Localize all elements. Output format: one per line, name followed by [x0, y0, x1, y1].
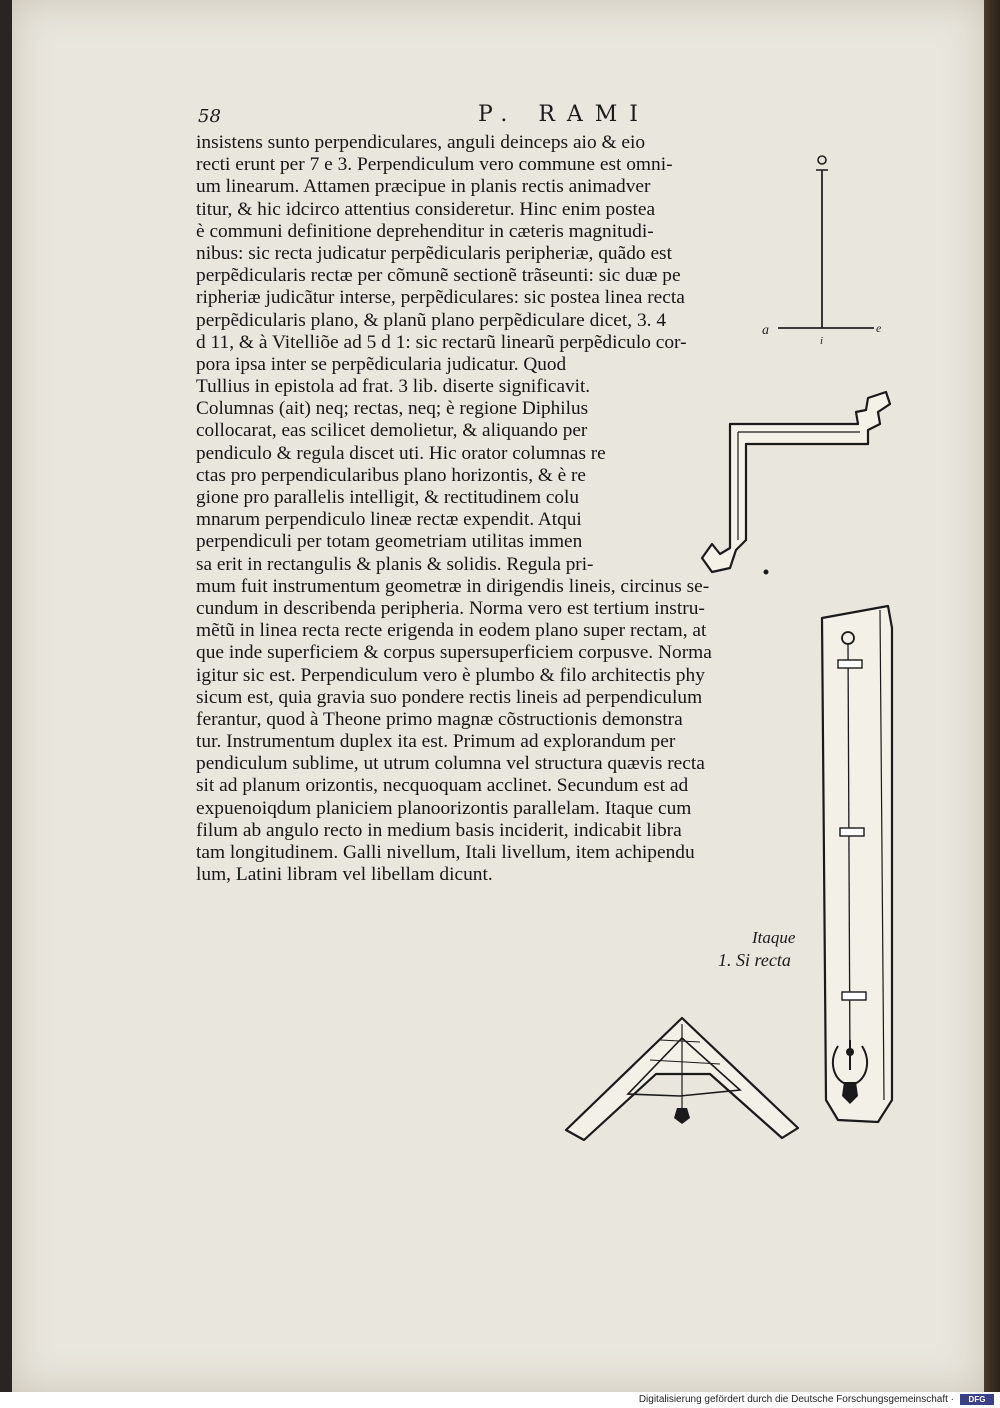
running-title: P. RAMI — [478, 102, 650, 127]
catchword-2: 1. Si recta — [718, 950, 791, 970]
plumb-clip-3 — [842, 992, 866, 1000]
catchword-1: Itaque — [752, 928, 796, 947]
norma-outline — [702, 392, 890, 572]
point-o-marker — [818, 156, 826, 164]
level-bob — [674, 1108, 690, 1124]
text-line: um linearum. Attamen præcipue in planis rectis animadver — [196, 176, 651, 198]
text-line: recti erunt per 7 e 3. Perpendiculum vero commune est omni- — [196, 154, 673, 176]
text-line: collocarat, eas scilicet demolietur, & aliquando per — [196, 420, 588, 442]
text-line: perpẽdicularis plano, & planũ plano perpẽdiculare dicet, 3. 4 — [196, 309, 667, 331]
text-line: ctas pro perpendicularibus plano horizontis, & è re — [196, 464, 586, 486]
text-line: è communi definitione deprehenditur in cæteris magnitudi- — [196, 220, 654, 242]
text-line: sit ad planum orizontis, necquoquam acclinet. Secundum est ad — [196, 775, 689, 797]
page-header — [198, 102, 758, 132]
text-line: cundum in describenda peripheria. Norma vero est tertium instru- — [196, 597, 705, 619]
text-line: tur. Instrumentum duplex ita est. Primum ad explorandum per — [196, 731, 676, 753]
dfg-logo: DFG — [960, 1394, 994, 1405]
text-line: gione pro parallelis intelligit, & rectitudinem colu — [196, 487, 580, 508]
text-line: ripheriæ judicãtur interse, perpẽdiculares: sic postea linea recta — [196, 287, 685, 309]
text-line: perpendiculi per totam geometriam utilitas immen — [196, 531, 583, 553]
norma-square-figure — [690, 382, 900, 592]
text-line: mum fuit instrumentum geometræ in dirigendis lineis, circinus se- — [196, 575, 710, 597]
plumb-clip-2 — [840, 828, 864, 836]
text-line: filum ab angulo recto in medium basis inciderit, indicabit libra — [196, 819, 682, 841]
plumb-board-figure — [810, 600, 920, 1130]
text-line: titur, & hic idcirco attentius consideretur. Hinc enim postea — [196, 198, 656, 220]
plumb-clip-1 — [838, 660, 862, 668]
text-line: tam longitudinem. Galli nivellum, Itali livellum, item achipendu — [196, 842, 695, 863]
page-left-edge — [0, 0, 12, 1392]
label-i: i — [820, 335, 824, 347]
text-line: pora ipsa inter se perpẽdicularia judicatur. Quod — [196, 353, 567, 375]
footer-note: Digitalisierung gefördert durch die Deutsche Forschungsgemeinschaft · — [638, 1394, 954, 1405]
text-line: pendiculo & regula discet uti. Hic orator columnas re — [196, 442, 606, 464]
ink-dot — [764, 570, 769, 575]
text-line: sa erit in rectangulis & planis & solidis. Regula pri- — [196, 553, 594, 575]
libella-level-figure — [560, 1010, 810, 1150]
digitization-footer — [0, 1392, 1000, 1408]
text-line: Columnas (ait) neq; rectas, neq; è regione Diphilus — [196, 398, 589, 420]
text-line: perpẽdicularis rectæ per cõmunẽ sectionẽ trãseunti: sic duæ pe — [196, 265, 681, 287]
text-line: lum, Latini libram vel libellam dicunt. — [196, 864, 493, 886]
label-e: e — [876, 321, 882, 335]
text-line: d 11, & à Vitelliõe ad 5 d 1: sic rectarũ linearũ perpẽdiculo cor- — [196, 331, 687, 353]
page-number: 58 — [198, 106, 221, 127]
text-line: ferantur, quod à Theone primo magnæ cõstructionis demonstra — [196, 708, 683, 730]
text-line: que inde superficiem & corpus supersuperficiem corpusve. Norma — [196, 642, 712, 664]
text-line: sicum est, quia gravia suo pondere rectis lineis ad perpendiculum — [196, 686, 703, 708]
perpendicular-diagram — [760, 150, 890, 350]
plumb-ornament-knob — [846, 1048, 854, 1056]
text-line: pendiculum sublime, ut utrum columna vel structura quævis recta — [196, 753, 705, 775]
text-line: nibus: sic recta judicatur perpẽdicularis peripheriæ, quãdo est — [196, 242, 672, 264]
text-line: igitur sic est. Perpendiculum vero è plumbo & filo architectis phy — [196, 664, 705, 686]
text-line: insistens sunto perpendiculares, anguli deinceps aio & eio — [196, 132, 646, 153]
text-line: mẽtũ in linea recta recte erigenda in eodem plano super rectam, at — [196, 620, 707, 642]
page-right-edge — [984, 0, 1000, 1392]
norma-inner-edge — [738, 432, 860, 540]
label-a: a — [762, 323, 769, 338]
text-line: mnarum perpendiculo lineæ rectæ expendit. Atqui — [196, 509, 582, 531]
text-line: Tullius in epistola ad frat. 3 lib. diserte significavit. — [196, 376, 591, 398]
text-line: expuenoiqdum planiciem planoorizontis parallelam. Itaque cum — [196, 797, 692, 819]
